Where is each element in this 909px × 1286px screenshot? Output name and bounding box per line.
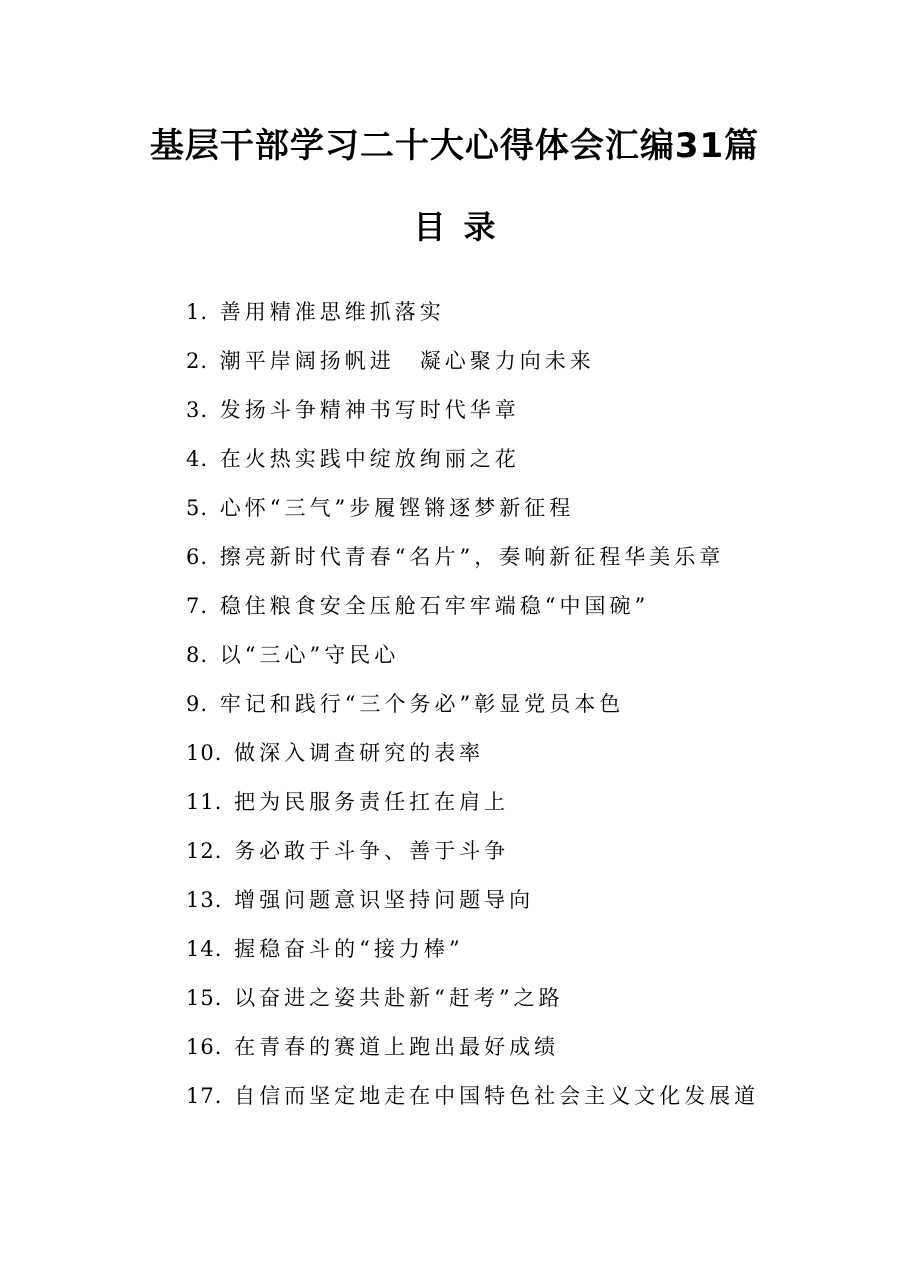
toc-item-title: 在青春的赛道上跑出最好成绩	[234, 1035, 560, 1059]
toc-item-separator: .	[214, 937, 224, 961]
toc-item-15[interactable]	[186, 980, 886, 1029]
toc-item-separator: .	[200, 496, 210, 520]
table-of-contents	[186, 294, 886, 1127]
toc-item-number: 3	[186, 398, 201, 422]
toc-item-16[interactable]	[186, 1029, 886, 1078]
toc-item-14[interactable]	[186, 931, 886, 980]
toc-item-separator: .	[200, 692, 210, 716]
toc-heading: 目录	[413, 208, 514, 246]
toc-item-4[interactable]	[186, 441, 886, 490]
toc-item-title: 潮平岸阔扬帆进 凝心聚力向未来	[219, 349, 595, 373]
toc-item-13[interactable]	[186, 882, 886, 931]
toc-item-number: 1	[186, 300, 201, 324]
toc-item-separator: .	[200, 447, 210, 471]
toc-item-number: 11	[186, 790, 215, 814]
toc-item-10[interactable]	[186, 735, 886, 784]
toc-item-number: 8	[186, 643, 201, 667]
toc-item-title: 握稳奋斗的“接力棒”	[234, 937, 464, 961]
toc-item-number: 7	[186, 594, 201, 618]
toc-item-title: 发扬斗争精神书写时代华章	[219, 398, 520, 422]
toc-item-separator: .	[200, 398, 210, 422]
toc-item-separator: .	[200, 349, 210, 373]
toc-item-separator: .	[214, 888, 224, 912]
toc-item-title: 以奋进之姿共赴新“赶考”之路	[234, 986, 564, 1010]
toc-item-number: 13	[186, 888, 215, 912]
toc-item-5[interactable]	[186, 490, 886, 539]
toc-item-9[interactable]	[186, 686, 886, 735]
toc-item-title: 自信而坚定地走在中国特色社会主义文化发展道	[234, 1084, 760, 1108]
toc-item-separator: .	[200, 545, 210, 569]
toc-item-separator: .	[214, 1084, 224, 1108]
toc-item-number: 4	[186, 447, 201, 471]
toc-item-title: 以“三心”守民心	[219, 643, 400, 667]
toc-item-1[interactable]	[186, 294, 886, 343]
toc-item-number: 2	[186, 349, 201, 373]
toc-item-number: 16	[186, 1035, 215, 1059]
toc-item-3[interactable]	[186, 392, 886, 441]
toc-item-17[interactable]	[186, 1078, 886, 1127]
toc-item-separator: .	[214, 839, 224, 863]
toc-item-separator: .	[200, 594, 210, 618]
toc-item-title: 增强问题意识坚持问题导向	[234, 888, 535, 912]
toc-item-number: 9	[186, 692, 201, 716]
toc-item-number: 14	[186, 937, 215, 961]
toc-item-number: 6	[186, 545, 201, 569]
toc-item-number: 5	[186, 496, 201, 520]
toc-item-separator: .	[214, 986, 224, 1010]
toc-item-separator: .	[200, 643, 210, 667]
toc-item-11[interactable]	[186, 784, 886, 833]
toc-item-number: 17	[186, 1084, 215, 1108]
toc-item-title: 心怀“三气”步履铿锵逐梦新征程	[219, 496, 575, 520]
toc-item-title: 牢记和践行“三个务必”彰显党员本色	[219, 692, 625, 716]
document-title: 基层干部学习二十大心得体会汇编31篇	[149, 126, 760, 166]
toc-item-title: 善用精准思维抓落实	[219, 300, 445, 324]
toc-item-title: 擦亮新时代青春“名片”，奏响新征程华美乐章	[219, 545, 725, 569]
toc-item-separator: .	[214, 790, 224, 814]
toc-item-8[interactable]	[186, 637, 886, 686]
toc-item-6[interactable]	[186, 539, 886, 588]
toc-item-separator: .	[214, 741, 224, 765]
toc-item-title: 稳住粮食安全压舱石牢牢端稳“中国碗”	[219, 594, 650, 618]
toc-item-number: 12	[186, 839, 215, 863]
toc-item-number: 10	[186, 741, 215, 765]
toc-item-separator: .	[214, 1035, 224, 1059]
toc-item-2[interactable]	[186, 343, 886, 392]
toc-item-title: 在火热实践中绽放绚丽之花	[219, 447, 520, 471]
toc-item-number: 15	[186, 986, 215, 1010]
toc-item-12[interactable]	[186, 833, 886, 882]
toc-item-separator: .	[200, 300, 210, 324]
toc-item-title: 把为民服务责任扛在肩上	[234, 790, 510, 814]
toc-item-7[interactable]	[186, 588, 886, 637]
toc-item-title: 做深入调查研究的表率	[234, 741, 485, 765]
toc-item-title: 务必敢于斗争、善于斗争	[234, 839, 510, 863]
